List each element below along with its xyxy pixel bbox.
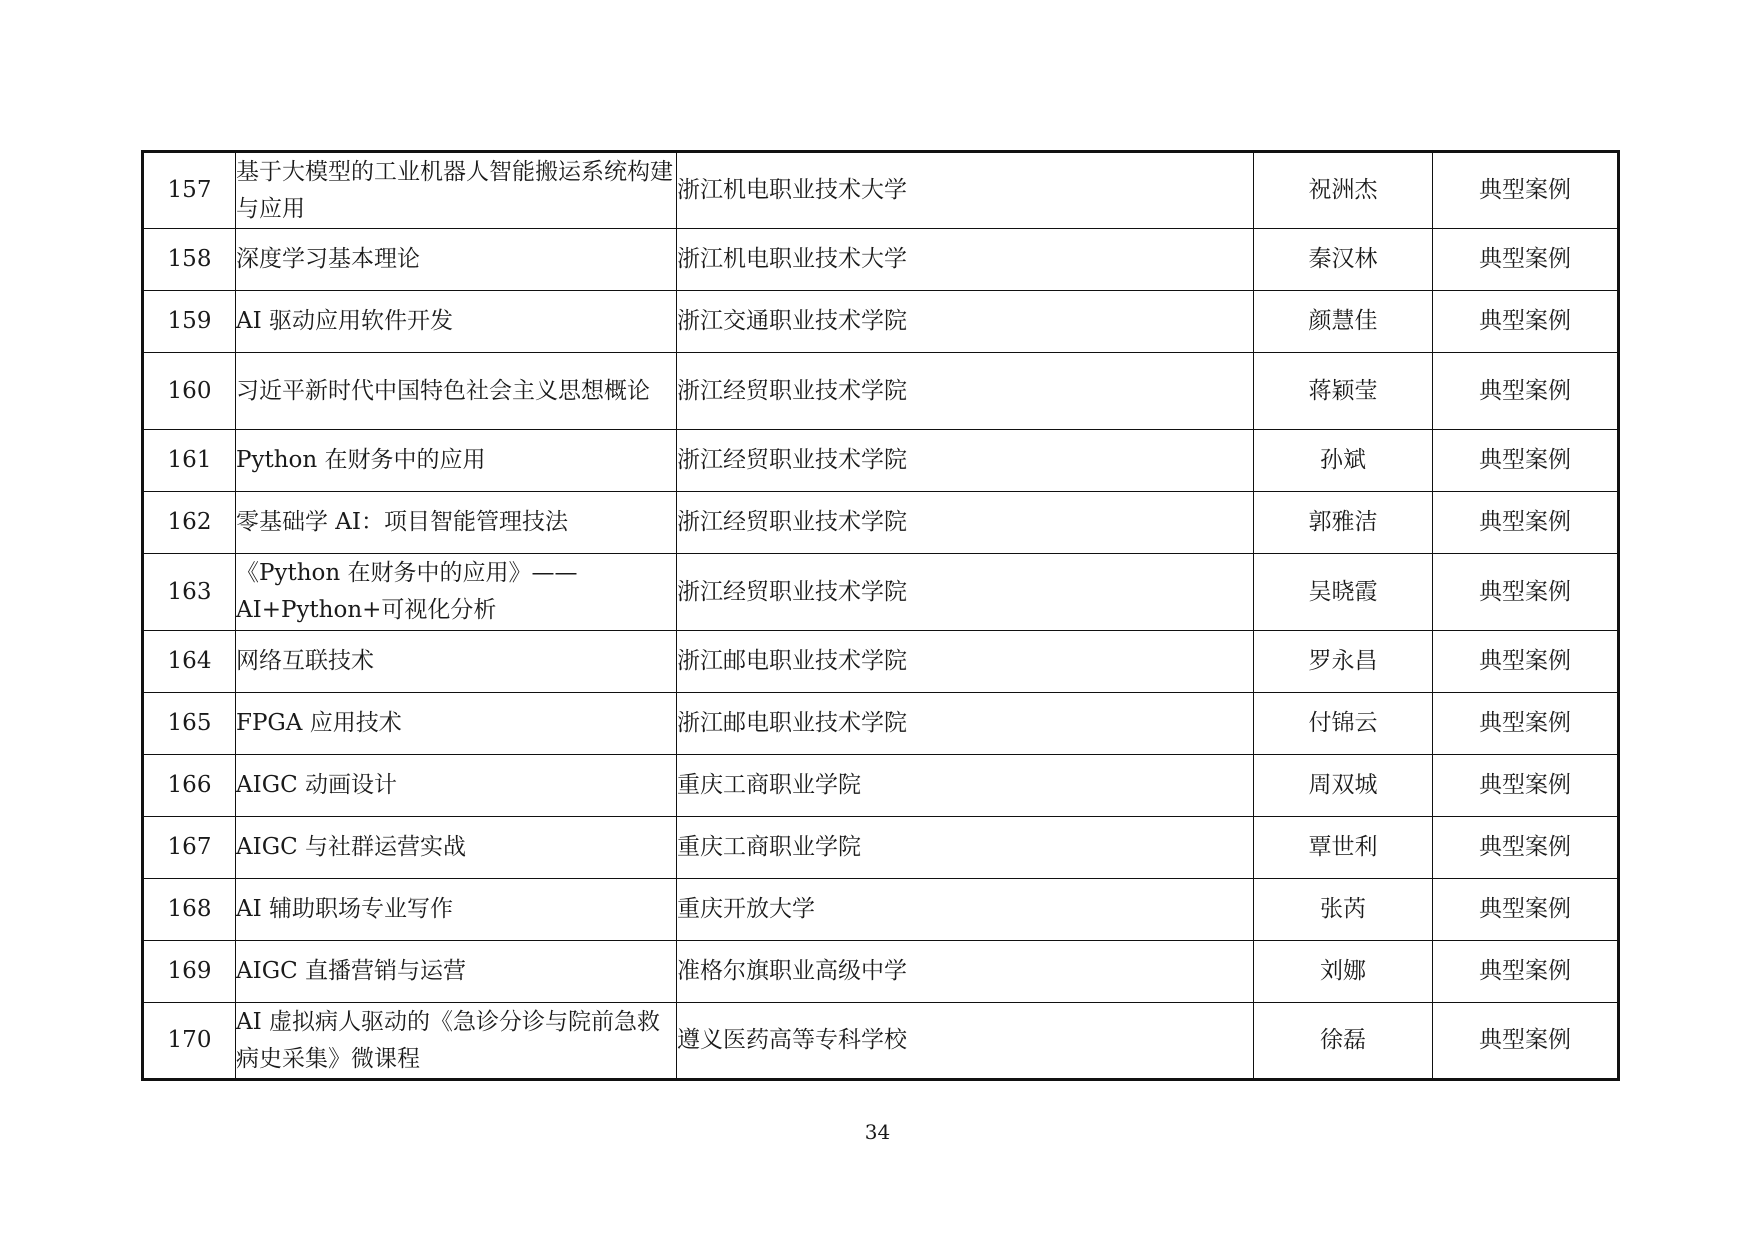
table-row (143, 1003, 1619, 1080)
row-number: 162 (143, 492, 236, 554)
course-title: 网络互联技术 (236, 631, 677, 693)
row-number: 160 (143, 353, 236, 430)
table-row (143, 693, 1619, 755)
case-type: 典型案例 (1433, 430, 1619, 492)
page-number: 34 (864, 1120, 891, 1144)
table-row (143, 817, 1619, 879)
case-type: 典型案例 (1433, 817, 1619, 879)
person-name: 刘娜 (1254, 941, 1433, 1003)
table-row (143, 554, 1619, 631)
table-row (143, 152, 1619, 229)
row-number: 165 (143, 693, 236, 755)
person-name: 覃世利 (1254, 817, 1433, 879)
school-name: 浙江经贸职业技术学院 (677, 492, 1254, 554)
school-name: 浙江经贸职业技术学院 (677, 554, 1254, 631)
case-type: 典型案例 (1433, 941, 1619, 1003)
school-name: 遵义医药高等专科学校 (677, 1003, 1254, 1080)
row-number: 167 (143, 817, 236, 879)
case-type: 典型案例 (1433, 879, 1619, 941)
row-number: 163 (143, 554, 236, 631)
course-title: AI 辅助职场专业写作 (236, 879, 677, 941)
school-name: 浙江机电职业技术大学 (677, 229, 1254, 291)
school-name: 浙江机电职业技术大学 (677, 152, 1254, 229)
case-type: 典型案例 (1433, 152, 1619, 229)
school-name: 浙江经贸职业技术学院 (677, 430, 1254, 492)
school-name: 浙江经贸职业技术学院 (677, 353, 1254, 430)
table-row (143, 631, 1619, 693)
course-title: 深度学习基本理论 (236, 229, 677, 291)
case-type: 典型案例 (1433, 229, 1619, 291)
person-name: 周双城 (1254, 755, 1433, 817)
row-number: 170 (143, 1003, 236, 1080)
table-row (143, 291, 1619, 353)
school-name: 浙江邮电职业技术学院 (677, 693, 1254, 755)
school-name: 浙江交通职业技术学院 (677, 291, 1254, 353)
school-name: 重庆开放大学 (677, 879, 1254, 941)
person-name: 张芮 (1254, 879, 1433, 941)
row-number: 169 (143, 941, 236, 1003)
course-title: AI 虚拟病人驱动的《急诊分诊与院前急救病史采集》微课程 (236, 1003, 677, 1080)
table-row (143, 755, 1619, 817)
course-title: AIGC 动画设计 (236, 755, 677, 817)
row-number: 157 (143, 152, 236, 229)
course-title: AIGC 直播营销与运营 (236, 941, 677, 1003)
person-name: 付锦云 (1254, 693, 1433, 755)
case-type: 典型案例 (1433, 353, 1619, 430)
course-title: 《Python 在财务中的应用》——AI+Python+可视化分析 (236, 554, 677, 631)
course-title: AI 驱动应用软件开发 (236, 291, 677, 353)
row-number: 161 (143, 430, 236, 492)
school-name: 重庆工商职业学院 (677, 817, 1254, 879)
case-type: 典型案例 (1433, 554, 1619, 631)
case-table (141, 150, 1620, 1081)
row-number: 168 (143, 879, 236, 941)
table-row (143, 430, 1619, 492)
case-type: 典型案例 (1433, 1003, 1619, 1080)
school-name: 重庆工商职业学院 (677, 755, 1254, 817)
case-type: 典型案例 (1433, 492, 1619, 554)
row-number: 158 (143, 229, 236, 291)
person-name: 孙斌 (1254, 430, 1433, 492)
row-number: 166 (143, 755, 236, 817)
person-name: 徐磊 (1254, 1003, 1433, 1080)
table-row (143, 353, 1619, 430)
course-title: Python 在财务中的应用 (236, 430, 677, 492)
person-name: 蒋颖莹 (1254, 353, 1433, 430)
table-row (143, 229, 1619, 291)
person-name: 吴晓霞 (1254, 554, 1433, 631)
school-name: 浙江邮电职业技术学院 (677, 631, 1254, 693)
course-title: 习近平新时代中国特色社会主义思想概论 (236, 353, 677, 430)
course-title: AIGC 与社群运营实战 (236, 817, 677, 879)
school-name: 准格尔旗职业高级中学 (677, 941, 1254, 1003)
case-type: 典型案例 (1433, 755, 1619, 817)
case-type: 典型案例 (1433, 693, 1619, 755)
course-title: FPGA 应用技术 (236, 693, 677, 755)
person-name: 祝洲杰 (1254, 152, 1433, 229)
person-name: 郭雅洁 (1254, 492, 1433, 554)
table-row (143, 941, 1619, 1003)
row-number: 164 (143, 631, 236, 693)
case-type: 典型案例 (1433, 631, 1619, 693)
course-title: 零基础学 AI：项目智能管理技法 (236, 492, 677, 554)
course-title: 基于大模型的工业机器人智能搬运系统构建与应用 (236, 152, 677, 229)
person-name: 秦汉林 (1254, 229, 1433, 291)
table-row (143, 492, 1619, 554)
table-row (143, 879, 1619, 941)
case-type: 典型案例 (1433, 291, 1619, 353)
person-name: 颜慧佳 (1254, 291, 1433, 353)
row-number: 159 (143, 291, 236, 353)
person-name: 罗永昌 (1254, 631, 1433, 693)
